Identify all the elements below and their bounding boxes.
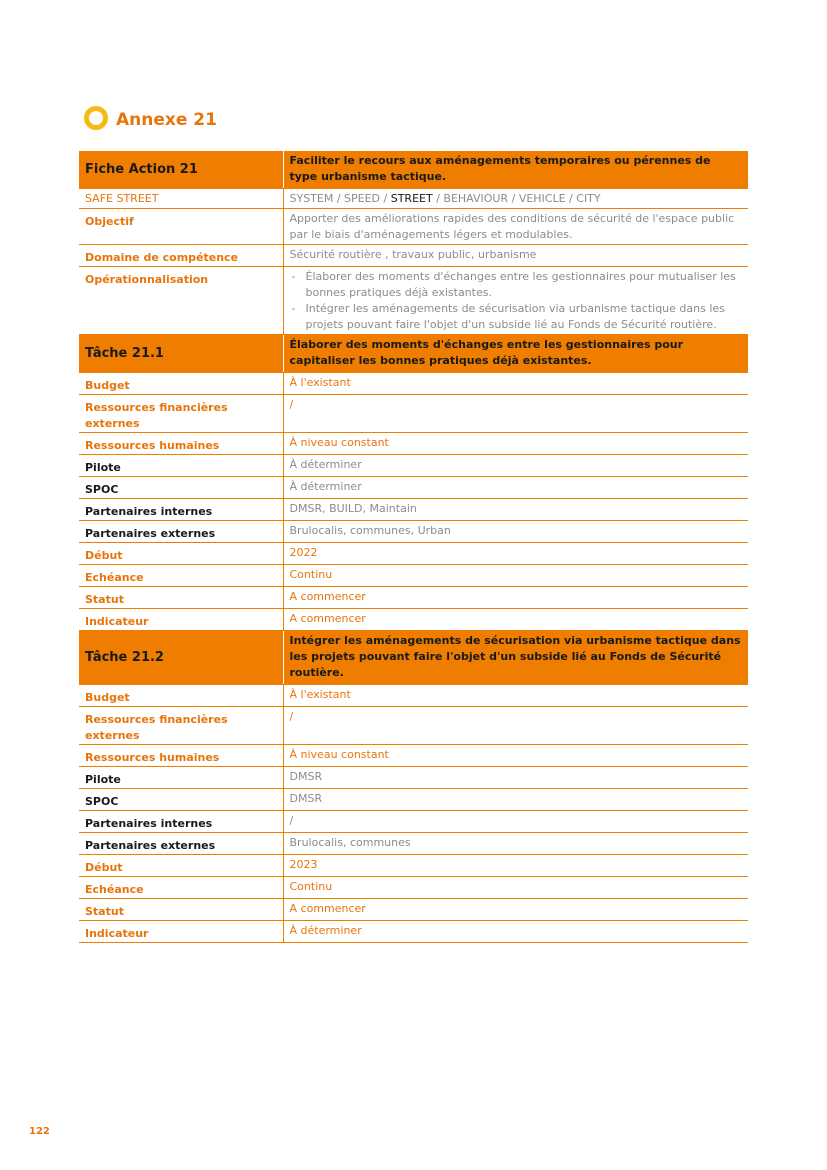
pilote-value: À déterminer	[283, 455, 748, 477]
objectif-value: Apporter des améliorations rapides des conditions de sécurité de l'espace public par le biais d'aménagements légers et modulables.	[283, 209, 748, 245]
ress-fin-value: /	[283, 707, 748, 745]
table-row	[79, 521, 748, 543]
table-row	[79, 433, 748, 455]
domaine-label: Domaine de compétence	[79, 245, 283, 267]
table-row	[79, 373, 748, 395]
table-row	[79, 543, 748, 565]
table-row	[79, 477, 748, 499]
ress-hum-value: À niveau constant	[283, 745, 748, 767]
domaine-value: Sécurité routière , travaux public, urbanisme	[283, 245, 748, 267]
safe-street-label: SAFE STREET	[79, 189, 283, 209]
fiche-title: Faciliter le recours aux aménagements temporaires ou pérennes de type urbanisme tactique.	[283, 151, 748, 189]
task2-label: Tâche 21.2	[79, 631, 283, 685]
echeance-value: Continu	[283, 565, 748, 587]
table-row	[79, 745, 748, 767]
budget-label: Budget	[79, 685, 283, 707]
ress-hum-label: Ressources humaines	[79, 433, 283, 455]
ress-hum-value: À niveau constant	[283, 433, 748, 455]
page-number: 122	[29, 1126, 50, 1137]
indicateur-label: Indicateur	[79, 921, 283, 943]
safe-categories	[283, 189, 748, 209]
task1-label: Tâche 21.1	[79, 335, 283, 373]
spoc-label: SPOC	[79, 789, 283, 811]
table-row	[79, 789, 748, 811]
operationnalisation-label: Opérationnalisation	[79, 267, 283, 335]
debut-label: Début	[79, 543, 283, 565]
ress-fin-label: Ressources financières externes	[79, 707, 283, 745]
part-int-label: Partenaires internes	[79, 499, 283, 521]
task2-title: Intégrer les aménagements de sécurisation via urbanisme tactique dans les projets pouvant faire l'objet d'un subside lié au Fonds de Sécurité routière.	[283, 631, 748, 685]
part-int-value: /	[283, 811, 748, 833]
part-ext-value: Brulocalis, communes, Urban	[283, 521, 748, 543]
table-row	[79, 245, 748, 267]
statut-label: Statut	[79, 587, 283, 609]
task1-title: Élaborer des moments d'échanges entre les gestionnaires pour capitaliser les bonnes pratiques déjà existantes.	[283, 335, 748, 373]
operationnalisation-value	[283, 267, 748, 335]
list-item: - Intégrer les aménagements de sécurisation via urbanisme tactique dans les projets pouvant faire l'objet d'un subside lié au Fonds de Sécurité routière.	[290, 301, 743, 333]
action-sheet-table	[79, 151, 748, 943]
table-row	[79, 455, 748, 477]
part-ext-label: Partenaires externes	[79, 833, 283, 855]
table-row	[79, 811, 748, 833]
statut-value: A commencer	[283, 899, 748, 921]
debut-value: 2022	[283, 543, 748, 565]
ring-icon	[84, 106, 108, 130]
echeance-label: Echéance	[79, 565, 283, 587]
table-row	[79, 899, 748, 921]
table-row	[79, 767, 748, 789]
table-row	[79, 855, 748, 877]
list-item: - Élaborer des moments d'échanges entre les gestionnaires pour mutualiser les bonnes pratiques déjà existantes.	[290, 269, 743, 301]
part-ext-value: Brulocalis, communes	[283, 833, 748, 855]
statut-label: Statut	[79, 899, 283, 921]
fiche-header-row	[79, 151, 748, 189]
table-row	[79, 921, 748, 943]
statut-value: A commencer	[283, 587, 748, 609]
spoc-label: SPOC	[79, 477, 283, 499]
table-row	[79, 609, 748, 631]
echeance-label: Echéance	[79, 877, 283, 899]
annex-title: Annexe 21	[116, 110, 217, 130]
indicateur-value: À déterminer	[283, 921, 748, 943]
spoc-value: DMSR	[283, 789, 748, 811]
table-row	[79, 587, 748, 609]
part-int-value: DMSR, BUILD, Maintain	[283, 499, 748, 521]
table-row	[79, 685, 748, 707]
budget-value: À l'existant	[283, 685, 748, 707]
safe-categories-active: STREET	[390, 192, 433, 205]
indicateur-label: Indicateur	[79, 609, 283, 631]
part-ext-label: Partenaires externes	[79, 521, 283, 543]
debut-value: 2023	[283, 855, 748, 877]
table-row	[79, 833, 748, 855]
spoc-value: À déterminer	[283, 477, 748, 499]
fiche-label: Fiche Action 21	[79, 151, 283, 189]
debut-label: Début	[79, 855, 283, 877]
echeance-value: Continu	[283, 877, 748, 899]
part-int-label: Partenaires internes	[79, 811, 283, 833]
table-row	[79, 499, 748, 521]
pilote-value: DMSR	[283, 767, 748, 789]
budget-value: À l'existant	[283, 373, 748, 395]
table-row	[79, 189, 748, 209]
safe-categories-part: / BEHAVIOUR / VEHICLE / CITY	[432, 192, 601, 205]
pilote-label: Pilote	[79, 455, 283, 477]
annex-heading	[84, 103, 217, 133]
safe-categories-part: SYSTEM / SPEED /	[289, 192, 391, 205]
ress-fin-label: Ressources financières externes	[79, 395, 283, 433]
task-header-row	[79, 631, 748, 685]
ress-hum-label: Ressources humaines	[79, 745, 283, 767]
table-row	[79, 267, 748, 335]
indicateur-value: A commencer	[283, 609, 748, 631]
task-header-row	[79, 335, 748, 373]
budget-label: Budget	[79, 373, 283, 395]
pilote-label: Pilote	[79, 767, 283, 789]
table-row	[79, 395, 748, 433]
objectif-label: Objectif	[79, 209, 283, 245]
table-row	[79, 707, 748, 745]
table-row	[79, 209, 748, 245]
table-row	[79, 877, 748, 899]
ress-fin-value: /	[283, 395, 748, 433]
table-row	[79, 565, 748, 587]
